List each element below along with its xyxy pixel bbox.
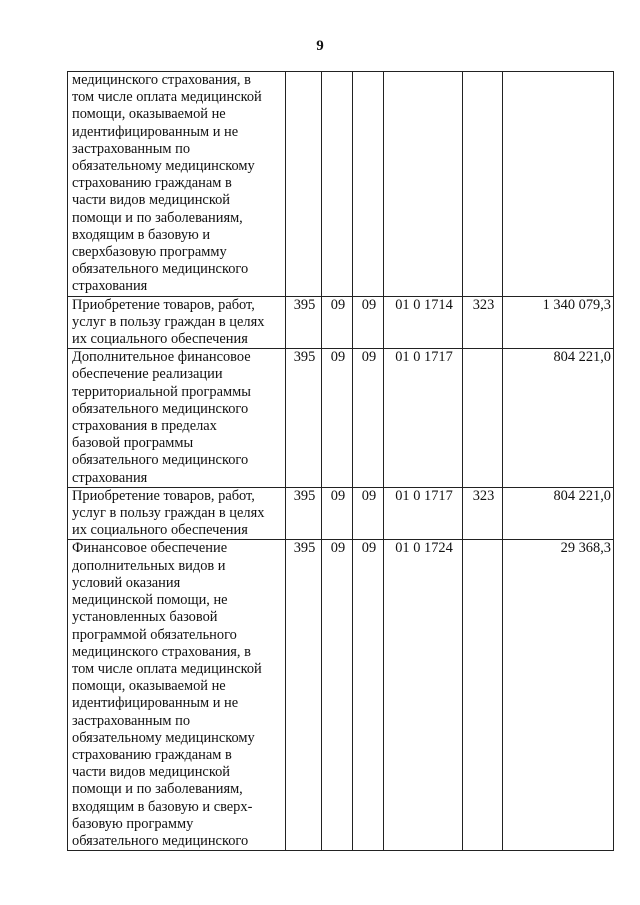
row-name-line: страхования в пределах	[72, 418, 217, 435]
row-name-line: условий оказания	[72, 574, 181, 591]
amount-cell: 804 221,0	[503, 349, 614, 488]
section-cell: 09	[322, 540, 353, 851]
row-name-cell	[68, 349, 286, 488]
row-name-line: территориальной программы	[72, 383, 251, 400]
row-name-cell	[68, 487, 286, 540]
budget-table-body	[68, 72, 614, 851]
expense-type-cell	[463, 540, 503, 851]
row-name-line: страхования	[72, 469, 148, 486]
row-name-line: базовой программы	[72, 435, 194, 452]
grbs-cell: 395	[286, 296, 322, 349]
row-name-line: страхованию гражданам в	[72, 746, 232, 763]
row-name-line: обязательному медицинскому	[72, 729, 255, 746]
grbs-cell: 395	[286, 487, 322, 540]
row-name-line: услуг в пользу граждан в целях	[72, 505, 265, 522]
target-item-cell: 01 0 1724	[384, 540, 463, 851]
row-name-cell	[68, 72, 286, 297]
subsection-cell: 09	[353, 487, 384, 540]
expense-type-cell: 323	[463, 296, 503, 349]
row-name-line: том числе оплата медицинской	[72, 660, 262, 677]
row-name-line: базовую программу	[72, 815, 194, 832]
row-name-line: медицинской помощи, не	[72, 592, 228, 609]
grbs-cell: 395	[286, 540, 322, 851]
subsection-cell: 09	[353, 540, 384, 851]
subsection-cell	[353, 72, 384, 297]
row-name-line: части видов медицинской	[72, 764, 230, 781]
target-item-cell: 01 0 1714	[384, 296, 463, 349]
row-name-line: застрахованным по	[72, 140, 191, 157]
amount-cell: 1 340 079,3	[503, 296, 614, 349]
row-name-line: идентифицированным и не	[72, 123, 239, 140]
row-name-line: обязательного медицинского	[72, 400, 249, 417]
target-item-cell: 01 0 1717	[384, 349, 463, 488]
row-name-line: том числе оплата медицинской	[72, 89, 262, 106]
table-row	[68, 540, 614, 851]
row-name-line: Приобретение товаров, работ,	[72, 296, 255, 313]
row-name-cell	[68, 540, 286, 851]
table-row	[68, 72, 614, 297]
section-cell: 09	[322, 296, 353, 349]
table-row	[68, 349, 614, 488]
row-name-line: программой обязательного	[72, 626, 237, 643]
row-name-line: помощи и по заболеваниям,	[72, 781, 243, 798]
row-name-line: страхования	[72, 278, 148, 295]
table-row	[68, 487, 614, 540]
row-name-line: Финансовое обеспечение	[72, 540, 228, 557]
row-name-line: страхованию гражданам в	[72, 175, 232, 192]
page-number: 9	[316, 38, 324, 54]
row-name-line: Дополнительное финансовое	[72, 349, 251, 366]
row-name-line: помощи и по заболеваниям,	[72, 209, 243, 226]
section-cell: 09	[322, 487, 353, 540]
row-name-line: их социального обеспечения	[72, 522, 248, 539]
section-cell: 09	[322, 349, 353, 488]
row-name-line: помощи, оказываемой не	[72, 678, 226, 695]
section-cell	[322, 72, 353, 297]
row-name-line: части видов медицинской	[72, 192, 230, 209]
expense-type-cell: 323	[463, 487, 503, 540]
table-row	[68, 296, 614, 349]
amount-cell: 804 221,0	[503, 487, 614, 540]
row-name-line: помощи, оказываемой не	[72, 106, 226, 123]
amount-cell: 29 368,3	[503, 540, 614, 851]
row-name-line: медицинского страхования, в	[72, 72, 251, 88]
grbs-cell	[286, 72, 322, 297]
row-name-line: обязательного медицинского	[72, 452, 249, 469]
expense-type-cell	[463, 72, 503, 297]
amount-cell	[503, 72, 614, 297]
row-name-line: застрахованным по	[72, 712, 191, 729]
target-item-cell	[384, 72, 463, 297]
row-name-line: обязательного медицинского	[72, 832, 249, 849]
row-name-line: обеспечение реализации	[72, 366, 223, 383]
grbs-cell: 395	[286, 349, 322, 488]
row-name-line: услуг в пользу граждан в целях	[72, 313, 265, 330]
row-name-line: их социального обеспечения	[72, 331, 248, 348]
budget-table	[67, 71, 614, 851]
row-name-line: Приобретение товаров, работ,	[72, 487, 255, 504]
row-name-line: идентифицированным и не	[72, 695, 239, 712]
target-item-cell: 01 0 1717	[384, 487, 463, 540]
row-name-line: дополнительных видов и	[72, 557, 226, 574]
row-name-line: входящим в базовую и сверх-	[72, 798, 253, 815]
row-name-line: обязательного медицинского	[72, 261, 249, 278]
row-name-line: установленных базовой	[72, 609, 218, 626]
row-name-line: входящим в базовую и	[72, 226, 211, 243]
subsection-cell: 09	[353, 349, 384, 488]
subsection-cell: 09	[353, 296, 384, 349]
row-name-line: сверхбазовую программу	[72, 244, 227, 261]
row-name-line: обязательному медицинскому	[72, 158, 255, 175]
row-name-cell	[68, 296, 286, 349]
row-name-line: медицинского страхования, в	[72, 643, 251, 660]
expense-type-cell	[463, 349, 503, 488]
